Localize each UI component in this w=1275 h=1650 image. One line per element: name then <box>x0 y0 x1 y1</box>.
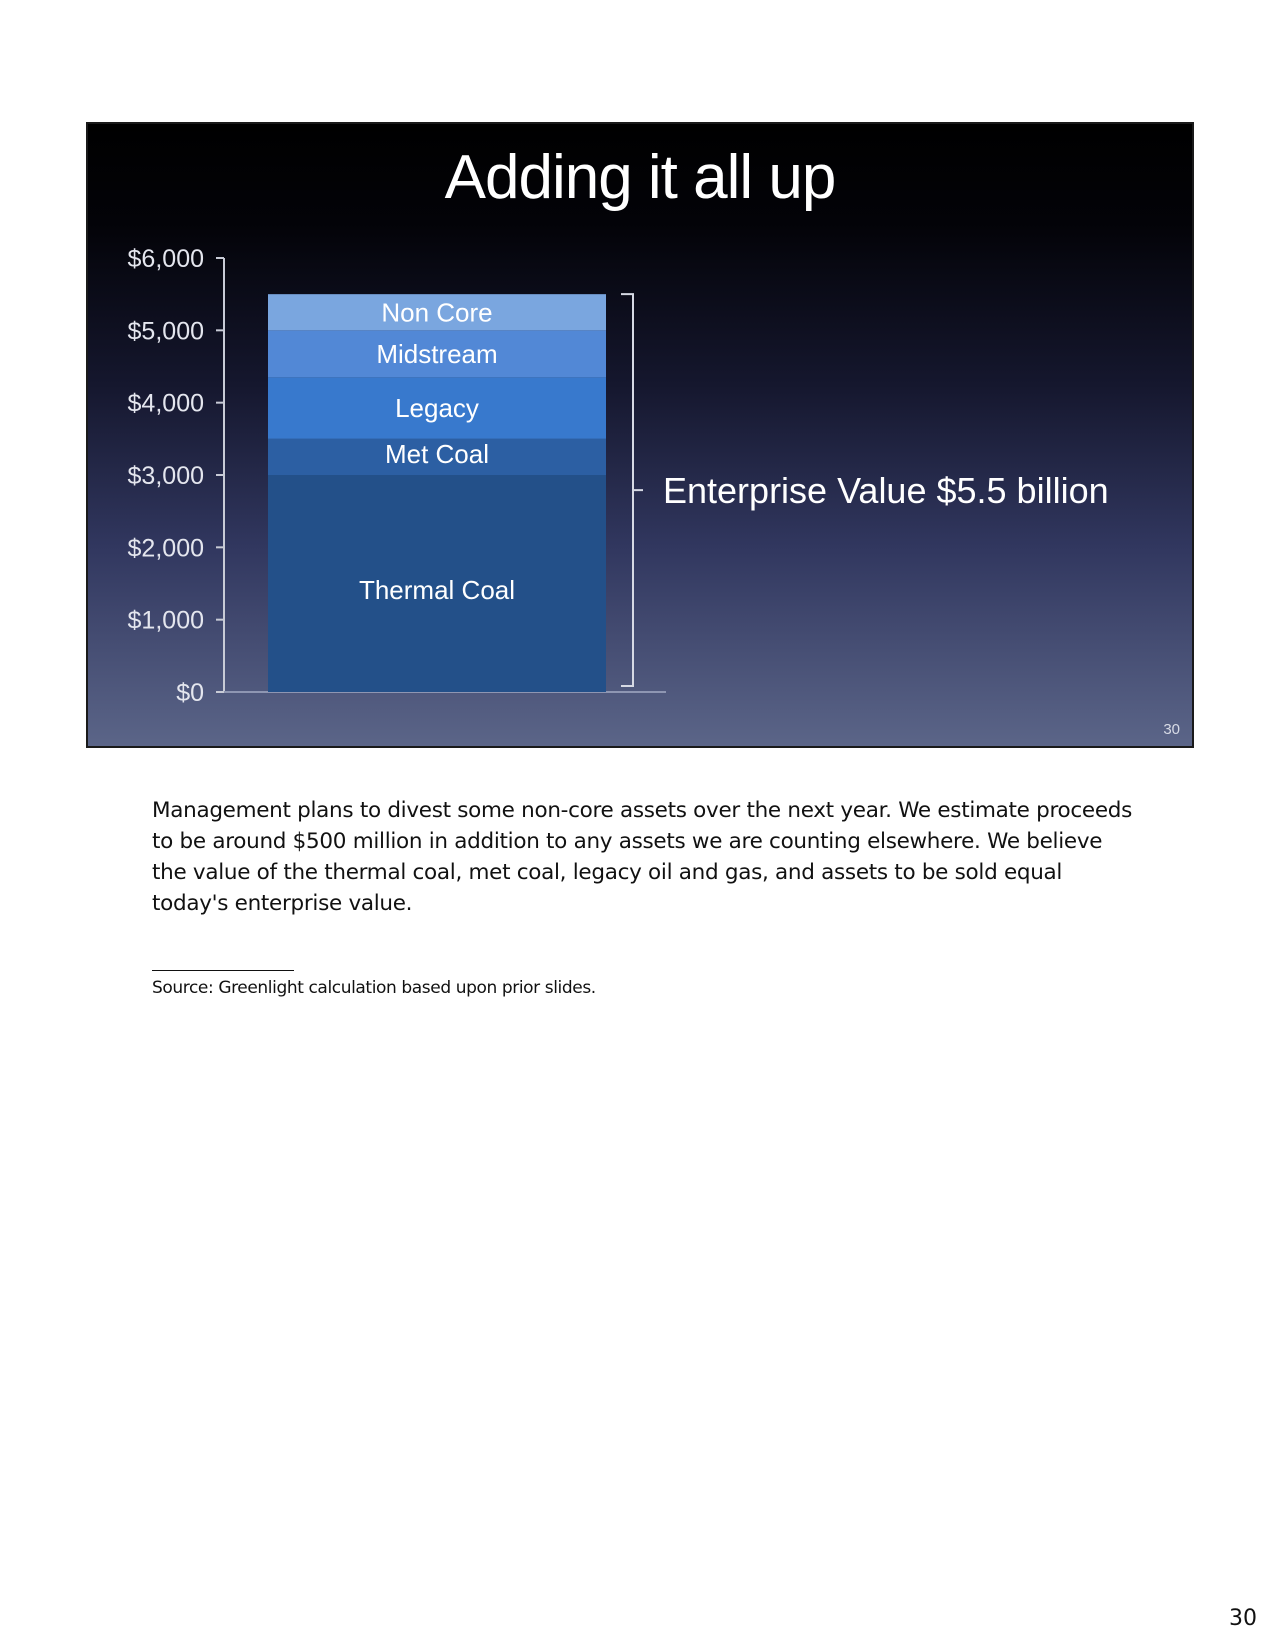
stacked-bar-chart <box>88 124 1192 746</box>
body-paragraph: Management plans to divest some non-core assets over the next year. We estimate proceeds to be around $500 million in addition to any assets we are counting elsewhere. We believe the value of the thermal coal, met coal, legacy oil and gas, and assets to be sold equal today's enterprise value. <box>152 798 1132 916</box>
y-tick-label: $0 <box>176 679 204 707</box>
segment-label: Non Core <box>381 297 493 328</box>
y-tick-label: $2,000 <box>127 534 204 563</box>
chart-title: Adding it all up <box>444 143 836 212</box>
enterprise-value-annotation: Enterprise Value $5.5 billion <box>663 470 1109 512</box>
footnote-rule <box>152 970 294 971</box>
y-tick-label: $5,000 <box>127 317 204 346</box>
page-number: 30 <box>1229 1606 1257 1631</box>
segment-label: Met Coal <box>384 438 490 469</box>
y-tick-label: $6,000 <box>127 245 204 273</box>
slide-number: 30 <box>1163 721 1180 738</box>
segment-label: Midstream <box>376 338 498 369</box>
segment-label: Legacy <box>395 393 479 424</box>
bracket <box>621 294 643 686</box>
slide-image <box>86 122 1194 748</box>
y-tick-label: $4,000 <box>127 389 204 418</box>
y-tick-label: $3,000 <box>127 462 204 490</box>
source-footnote: Source: Greenlight calculation based upon prior slides. <box>152 978 596 998</box>
segment-label: Thermal Coal <box>358 575 516 606</box>
y-tick-label: $1,000 <box>127 606 204 635</box>
